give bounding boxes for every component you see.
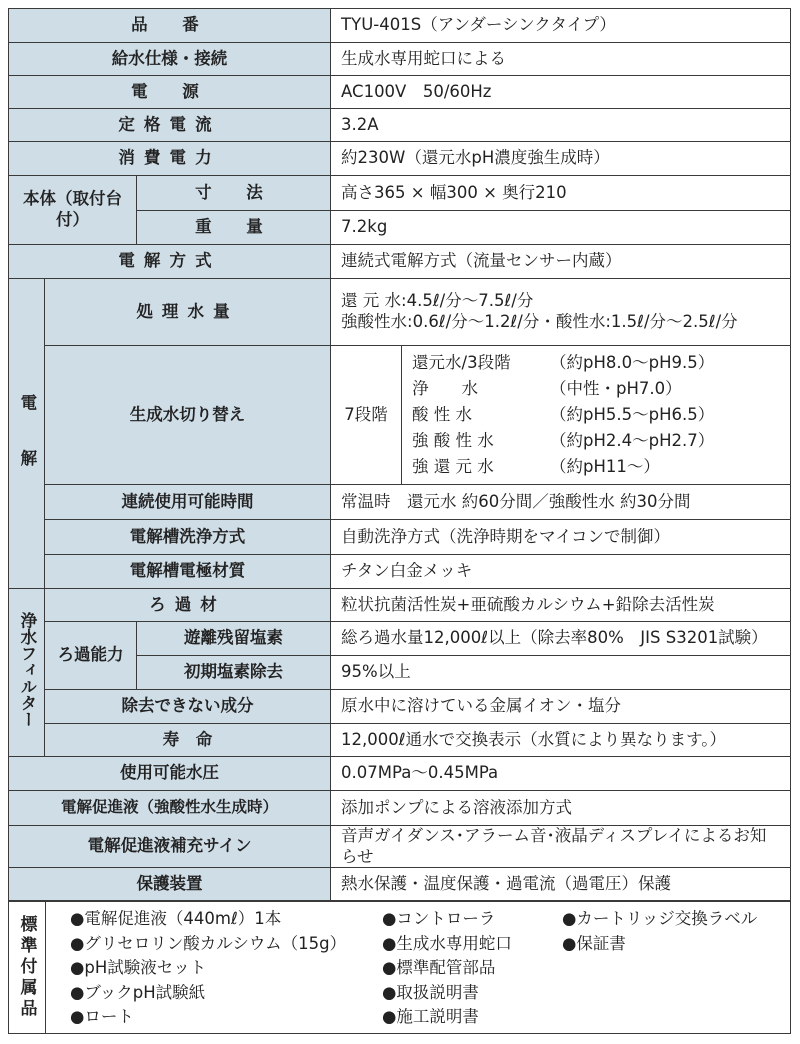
electrolysis-group-text: 電 解 — [17, 393, 37, 468]
accessory-item: ●カートリッジ交換ラベル — [562, 909, 758, 928]
switching-row: 浄 水 （中性・pH7.0） — [412, 379, 682, 398]
flow-label: 処理水量 — [45, 279, 331, 346]
row-electrode — [9, 555, 791, 589]
refill-sign-value: 音声ガイダンス･アラーム音･液晶ディスプレイによるお知らせ — [331, 826, 791, 868]
power-source-value: AC100V 50/60Hz — [331, 76, 791, 109]
water-supply-label: 給水仕様・接続 — [9, 43, 331, 76]
accessories-col-1 — [70, 907, 346, 1030]
row-unremovable — [9, 690, 791, 724]
dimensions-label: 寸 法 — [137, 176, 331, 211]
switching-row: 還元水/3段階 （約pH8.0〜pH9.5） — [412, 353, 715, 372]
switching-count: 7段階 — [331, 346, 402, 484]
row-water-supply — [9, 43, 791, 76]
unremovable-value: 原水中に溶けている金属イオン・塩分 — [331, 690, 791, 724]
switching-row: 酸 性 水 （約pH5.5〜pH6.5） — [412, 405, 715, 424]
row-refill-sign — [9, 826, 791, 868]
row-electrolysis-method — [9, 245, 791, 279]
filter-group-label — [9, 589, 45, 757]
free-chlorine-label: 遊離残留塩素 — [137, 622, 331, 656]
accessory-item: ●施工説明書 — [382, 1007, 479, 1026]
filter-material-value: 粒状抗菌活性炭+亜硫酸カルシウム+鉛除去活性炭 — [331, 589, 791, 622]
row-pressure — [9, 757, 791, 791]
refill-sign-label: 電解促進液補充サイン — [9, 826, 331, 868]
dimensions-value: 高さ365 × 幅300 × 奥行210 — [331, 176, 791, 211]
promoter-value: 添加ポンプによる溶液添加方式 — [331, 791, 791, 826]
electrode-label: 電解槽電極材質 — [45, 555, 331, 589]
spec-table — [8, 8, 791, 902]
accessory-item: ●電解促進液（440mℓ）1本 — [70, 909, 282, 928]
accessory-item: ●pH試験液セット — [70, 958, 207, 977]
switching-row: 強 還 元 水 （約pH11〜） — [412, 457, 660, 476]
accessory-item: ●取扱説明書 — [382, 982, 479, 1002]
water-supply-value: 生成水専用蛇口による — [331, 43, 791, 76]
accessory-item: ●生成水専用蛇口 — [382, 933, 512, 953]
accessories-col-3 — [562, 907, 757, 956]
switching-list — [402, 346, 790, 484]
accessory-item: ●コントローラ — [382, 909, 496, 928]
model-value: TYU-401S（アンダーシンクタイプ） — [331, 9, 791, 43]
row-promoter — [9, 791, 791, 826]
row-switching — [9, 346, 791, 485]
accessory-item: ●ブックpH試験紙 — [70, 982, 206, 1002]
cell-cleaning-value: 自動洗浄方式（洗浄時期をマイコンで制御） — [331, 520, 791, 555]
row-continuous — [9, 485, 791, 520]
protection-value: 熱水保護・温度保護・過電流（過電圧）保護 — [331, 868, 791, 902]
filter-material-label: ろ過材 — [45, 589, 331, 622]
weight-value: 7.2kg — [331, 211, 791, 245]
switching-label: 生成水切り替え — [45, 346, 331, 485]
free-chlorine-value: 総ろ過水量12,000ℓ以上（除去率80% JIS S3201試験） — [331, 622, 791, 656]
continuous-value: 常温時 還元水 約60分間／強酸性水 約30分間 — [331, 485, 791, 520]
promoter-label: 電解促進液（強酸性水生成時） — [9, 791, 331, 826]
accessory-item: ●グリセロリン酸カルシウム（15g） — [70, 933, 347, 953]
row-protection — [9, 868, 791, 902]
continuous-label: 連続使用可能時間 — [45, 485, 331, 520]
row-filter-material — [9, 589, 791, 622]
cell-cleaning-label: 電解槽洗浄方式 — [45, 520, 331, 555]
electrolysis-method-label: 電解方式 — [9, 245, 331, 279]
initial-chlorine-label: 初期塩素除去 — [137, 656, 331, 690]
row-life — [9, 724, 791, 757]
flow-line-2: 強酸性水:0.6ℓ/分〜1.2ℓ/分・酸性水:1.5ℓ/分〜2.5ℓ/分 — [341, 312, 738, 331]
life-label: 寿 命 — [45, 724, 331, 757]
row-model — [9, 9, 791, 43]
row-cell-cleaning — [9, 520, 791, 555]
accessories-label-text: 標準付属品 — [16, 914, 37, 1020]
accessories-col-2 — [382, 907, 512, 1030]
row-free-chlorine — [9, 622, 791, 656]
weight-label: 重 量 — [137, 211, 331, 245]
power-source-label: 電 源 — [9, 76, 331, 109]
electrolysis-group-label — [9, 279, 45, 589]
protection-label: 保護装置 — [9, 868, 331, 902]
row-power-consumption — [9, 142, 791, 176]
initial-chlorine-value: 95%以上 — [331, 656, 791, 690]
accessory-item: ●標準配管部品 — [382, 958, 496, 977]
row-flow — [9, 279, 791, 346]
life-value: 12,000ℓ通水で交換表示（水質により異なります。） — [331, 724, 791, 757]
rated-current-label: 定格電流 — [9, 109, 331, 142]
filtration-label: ろ過能力 — [45, 622, 137, 690]
accessory-item: ●保証書 — [562, 933, 626, 953]
flow-line-1: 還 元 水:4.5ℓ/分〜7.5ℓ/分 — [341, 291, 534, 311]
accessories-box — [8, 900, 791, 1034]
accessories-label — [9, 901, 46, 1033]
filter-group-text: 浄水フィルター — [17, 611, 37, 728]
accessories-columns — [46, 901, 790, 1033]
flow-value — [331, 279, 791, 346]
electrolysis-method-value: 連続式電解方式（流量センサー内蔵） — [331, 245, 791, 279]
row-rated-current — [9, 109, 791, 142]
row-dimensions — [9, 176, 791, 211]
switching-value — [331, 346, 791, 485]
body-label: 本体（取付台付） — [9, 176, 137, 245]
pressure-label: 使用可能水圧 — [9, 757, 331, 791]
row-power-source — [9, 76, 791, 109]
model-label: 品 番 — [9, 9, 331, 43]
rated-current-value: 3.2A — [331, 109, 791, 142]
switching-row: 強 酸 性 水 （約pH2.4〜pH2.7） — [412, 431, 715, 450]
power-consumption-label: 消費電力 — [9, 142, 331, 176]
accessory-item: ●ロート — [70, 1007, 134, 1026]
pressure-value: 0.07MPa〜0.45MPa — [331, 757, 791, 791]
unremovable-label: 除去できない成分 — [45, 690, 331, 724]
power-consumption-value: 約230W（還元水pH濃度強生成時） — [331, 142, 791, 176]
electrode-value: チタン白金メッキ — [331, 555, 791, 589]
